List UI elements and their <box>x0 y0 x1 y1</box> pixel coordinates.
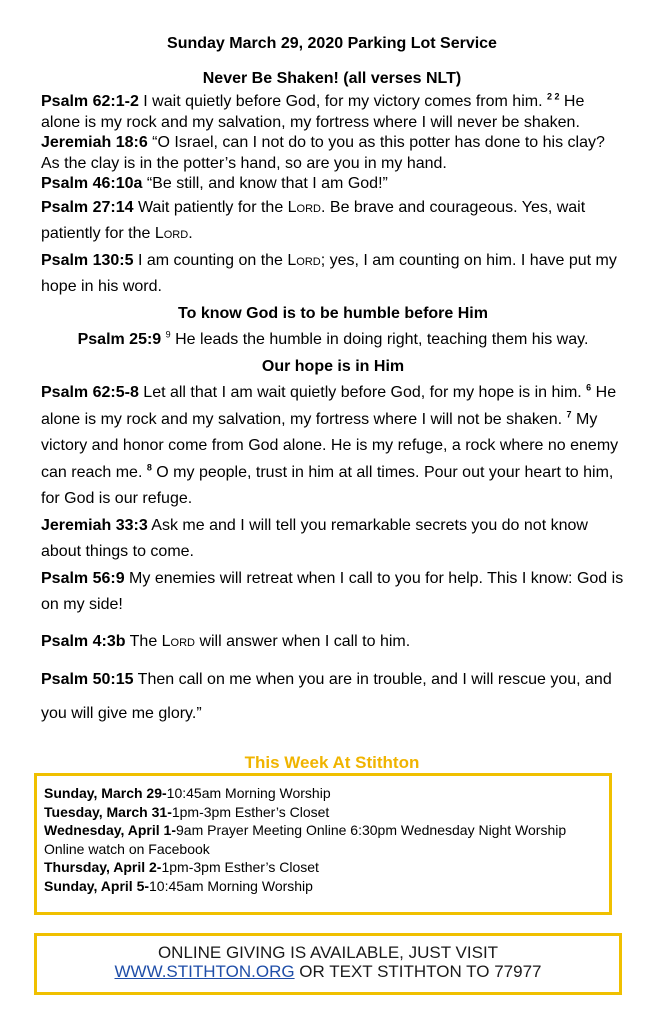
verse-list <box>41 92 625 731</box>
verse-text: . Be brave and courageous. Yes, wait patiently for the <box>41 198 586 242</box>
verse-text: will answer when I call to him. <box>195 632 411 650</box>
page-subtitle: Never Be Shaken! (all verses NLT) <box>202 70 462 87</box>
verse-number: 2 2 <box>546 91 560 102</box>
giving-text-suffix: OR TEXT STITHTON TO 77977 <box>294 962 542 981</box>
verse-text: He alone is my rock and my salvation, my fortress where I will not be shaken. <box>41 384 617 428</box>
verse-ref: Psalm 56:9 <box>41 569 125 587</box>
verse-ref: Psalm 27:14 <box>41 198 134 216</box>
lord-smallcaps: Lord <box>154 225 189 242</box>
lord-smallcaps: Lord <box>287 251 321 269</box>
verse-text: O my people, trust in him at all times. Pour out your heart to him, for God is our refuge. <box>41 463 614 507</box>
verse-ref: Psalm 62:5-8 <box>41 384 139 401</box>
schedule-item <box>44 803 609 822</box>
schedule-detail: 1pm-3pm Esther’s Closet <box>161 859 319 876</box>
giving-line-1: ONLINE GIVING IS AVAILABLE, JUST VISIT <box>157 943 499 962</box>
verse-ref: Psalm 62:1-2 <box>41 93 139 110</box>
verse-text: My enemies will retreat when I call to you for help. This I know: God is on my side! <box>41 569 624 613</box>
verse-text: “O Israel, can I not do to you as this potter has done to his clay? As the clay is in the potter’s hand, so are you in my hand. <box>41 134 605 172</box>
verse-psalm-130-5 <box>41 248 625 301</box>
website-link[interactable]: WWW.STITHTON.ORG <box>114 962 295 981</box>
verse-psalm-50-15 <box>41 663 625 731</box>
verse-jeremiah-18-6 <box>41 133 625 174</box>
schedule-day: Tuesday, March 31- <box>44 803 172 820</box>
verse-psalm-56-9 <box>41 566 625 619</box>
section-heading-humble: To know God is to be humble before Him <box>178 304 488 322</box>
verse-psalm-25-9 <box>41 327 625 354</box>
verse-psalm-4-3b <box>41 629 625 656</box>
schedule-item <box>44 821 609 858</box>
verse-ref: Psalm 50:15 <box>41 671 134 688</box>
verse-text: He leads the humble in doing right, teaching them his way. <box>170 331 589 348</box>
verse-ref: Jeremiah 18:6 <box>41 134 148 151</box>
verse-text: “Be still, and know that I am God!” <box>142 175 388 192</box>
verse-jeremiah-33-3 <box>41 513 625 566</box>
verse-text: I wait quietly before God, for my victory comes from him. <box>138 93 547 110</box>
verse-text: Ask me and I will tell you remarkable secrets you do not know about things to come. <box>41 516 588 560</box>
verse-number: 8 <box>146 462 152 473</box>
week-schedule-box <box>34 773 612 915</box>
schedule-day: Wednesday, April 1- <box>44 822 176 839</box>
verse-ref: Psalm 46:10a <box>41 175 143 192</box>
schedule-detail: 9am Prayer Meeting Online 6:30pm Wednesday Night Worship Online watch on Facebook <box>44 822 567 857</box>
section-heading-hope: Our hope is in Him <box>261 357 405 375</box>
schedule-day: Sunday, April 5- <box>44 877 150 894</box>
week-title: This Week At Stithton <box>244 753 420 772</box>
verse-text: I am counting on the <box>133 251 288 269</box>
verse-psalm-27-14 <box>41 195 625 248</box>
schedule-day: Thursday, April 2- <box>44 859 162 876</box>
verse-ref: Psalm 4:3b <box>41 632 126 650</box>
verse-number: 7 <box>566 409 572 420</box>
schedule-day: Sunday, March 29- <box>44 785 167 801</box>
verse-ref: Psalm 130:5 <box>41 251 134 269</box>
verse-psalm-62-5 <box>41 380 625 513</box>
verse-text: . <box>188 225 193 242</box>
schedule-detail: 10:45am Morning Worship <box>149 877 313 894</box>
online-giving-box <box>34 933 622 995</box>
schedule-detail: 1pm-3pm Esther’s Closet <box>171 803 330 820</box>
verse-number: 6 <box>586 382 592 393</box>
verse-psalm-62-1 <box>41 92 625 133</box>
verse-psalm-46-10a <box>41 174 625 195</box>
schedule-item <box>44 784 609 803</box>
giving-line-2 <box>37 962 619 981</box>
page-title: Sunday March 29, 2020 Parking Lot Service <box>167 35 497 52</box>
schedule-item <box>44 877 609 896</box>
verse-text: My victory and honor come from God alone. He is my refuge, a rock where no enemy can reach me. <box>41 410 619 481</box>
verse-text: Let all that I am wait quietly before God, for my hope is in him. <box>138 384 587 401</box>
schedule-item <box>44 858 609 877</box>
verse-text: ; yes, I am counting on him. I have put my hope in his word. <box>41 251 617 295</box>
verse-text: The <box>125 632 162 650</box>
verse-ref: Jeremiah 33:3 <box>41 516 148 534</box>
lord-smallcaps: Lord <box>287 198 321 216</box>
verse-text: Wait patiently for the <box>133 198 288 216</box>
verse-text: Then call on me when you are in trouble, and I will rescue you, and you will give me glory.” <box>41 671 612 722</box>
verse-ref: Psalm 25:9 <box>77 331 162 348</box>
schedule-detail: 10:45am Morning Worship <box>166 785 331 801</box>
verse-number: 9 <box>165 329 171 340</box>
lord-smallcaps: Lord <box>161 632 195 650</box>
verse-text: He alone is my rock and my salvation, my fortress where I will never be shaken. <box>41 93 585 131</box>
